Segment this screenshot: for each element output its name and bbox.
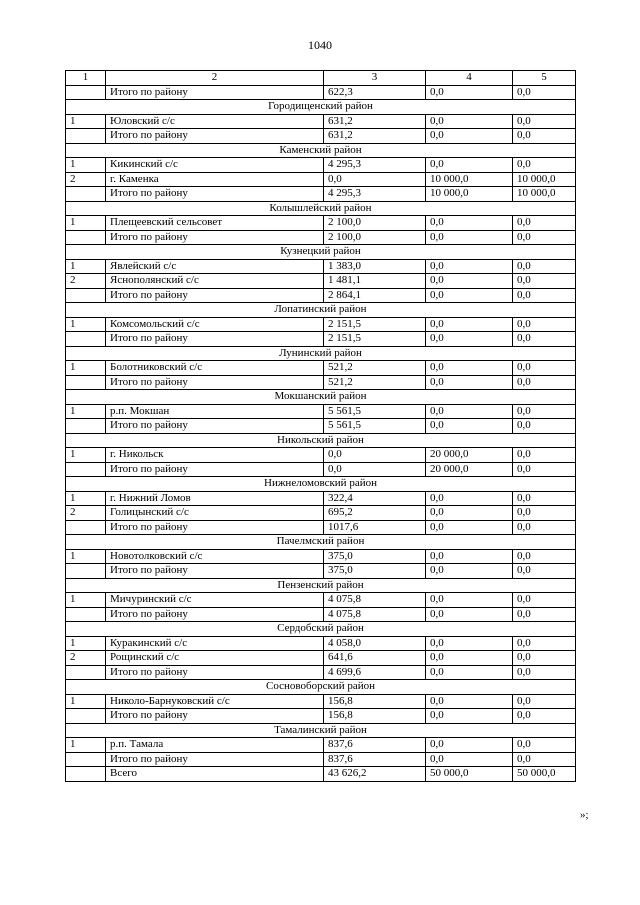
column-5-value: 0,0: [513, 230, 576, 245]
settlement-name: Рощинский с/с: [106, 651, 324, 666]
column-5-value: 0,0: [513, 85, 576, 100]
settlement-name: Болотниковский с/с: [106, 361, 324, 376]
district-header-row: [66, 303, 576, 318]
row-number: [66, 332, 106, 347]
column-3-value: 2 100,0: [324, 230, 426, 245]
district-title: Пачелмский район: [66, 535, 576, 550]
settlement-name: Итого по району: [106, 520, 324, 535]
settlement-name: Итого по району: [106, 607, 324, 622]
column-5-value: 0,0: [513, 636, 576, 651]
column-3-value: 4 295,3: [324, 158, 426, 173]
row-number: 1: [66, 317, 106, 332]
settlement-name: Итого по району: [106, 375, 324, 390]
row-number: 1: [66, 694, 106, 709]
column-5-value: 0,0: [513, 375, 576, 390]
row-number: 2: [66, 172, 106, 187]
column-5-value: 0,0: [513, 564, 576, 579]
table-row: [66, 129, 576, 144]
row-number: 2: [66, 651, 106, 666]
row-number: 1: [66, 404, 106, 419]
settlement-name: г. Каменка: [106, 172, 324, 187]
column-5-value: 0,0: [513, 274, 576, 289]
table-row: [66, 114, 576, 129]
column-3-value: 2 151,5: [324, 317, 426, 332]
column-4-value: 0,0: [426, 85, 513, 100]
row-number: [66, 462, 106, 477]
column-4-value: 20 000,0: [426, 448, 513, 463]
row-number: [66, 288, 106, 303]
column-3-value: 631,2: [324, 129, 426, 144]
column-3-value: 2 100,0: [324, 216, 426, 231]
column-5-value: 0,0: [513, 404, 576, 419]
column-4-value: 0,0: [426, 375, 513, 390]
column-5-value: 0,0: [513, 549, 576, 564]
column-5-value: 0,0: [513, 129, 576, 144]
column-3-value: 375,0: [324, 549, 426, 564]
table-row: [66, 767, 576, 782]
column-4-value: 0,0: [426, 129, 513, 144]
district-title: Лунинский район: [66, 346, 576, 361]
column-4-value: 0,0: [426, 665, 513, 680]
column-4-value: 50 000,0: [426, 767, 513, 782]
table-row: [66, 448, 576, 463]
column-5-value: 0,0: [513, 694, 576, 709]
column-5-value: 0,0: [513, 288, 576, 303]
row-number: 1: [66, 216, 106, 231]
table-row: [66, 651, 576, 666]
column-5-value: 0,0: [513, 158, 576, 173]
column-4-value: 20 000,0: [426, 462, 513, 477]
table-row: [66, 462, 576, 477]
row-number: [66, 665, 106, 680]
district-header-row: [66, 578, 576, 593]
column-3-value: 2 864,1: [324, 288, 426, 303]
district-title: Лопатинский район: [66, 303, 576, 318]
district-title: Колышлейский район: [66, 201, 576, 216]
row-number: 1: [66, 158, 106, 173]
column-3-value: 5 561,5: [324, 404, 426, 419]
settlement-name: Итого по району: [106, 665, 324, 680]
district-header-row: [66, 535, 576, 550]
column-5-value: 10 000,0: [513, 172, 576, 187]
table-row: [66, 259, 576, 274]
column-5-value: 0,0: [513, 607, 576, 622]
column-4-value: 0,0: [426, 506, 513, 521]
column-4-value: 0,0: [426, 332, 513, 347]
district-header-row: [66, 723, 576, 738]
settlement-name: Итого по району: [106, 564, 324, 579]
table-row: [66, 288, 576, 303]
row-number: [66, 85, 106, 100]
column-3-value: 631,2: [324, 114, 426, 129]
settlement-name: Голицынский с/с: [106, 506, 324, 521]
row-number: [66, 375, 106, 390]
column-5-value: 0,0: [513, 419, 576, 434]
table-row: [66, 375, 576, 390]
district-title: Нижнеломовский район: [66, 477, 576, 492]
column-3-value: 0,0: [324, 462, 426, 477]
settlement-name: Итого по району: [106, 288, 324, 303]
table-row: [66, 607, 576, 622]
column-4-value: 0,0: [426, 288, 513, 303]
column-5-value: 0,0: [513, 506, 576, 521]
column-5-value: 0,0: [513, 709, 576, 724]
settlement-name: р.п. Мокшан: [106, 404, 324, 419]
row-number: 1: [66, 361, 106, 376]
column-5-value: 0,0: [513, 520, 576, 535]
table-row: [66, 172, 576, 187]
district-header-row: [66, 100, 576, 115]
column-3-value: 375,0: [324, 564, 426, 579]
district-title: Мокшанский район: [66, 390, 576, 405]
table-row: [66, 564, 576, 579]
settlement-name: Юловский с/с: [106, 114, 324, 129]
row-number: [66, 520, 106, 535]
column-3-value: 156,8: [324, 709, 426, 724]
column-header: 5: [513, 71, 576, 86]
row-number: 1: [66, 738, 106, 753]
settlement-name: Плещеевский сельсовет: [106, 216, 324, 231]
settlement-name: Итого по району: [106, 752, 324, 767]
row-number: [66, 129, 106, 144]
settlement-name: Итого по району: [106, 129, 324, 144]
column-4-value: 0,0: [426, 317, 513, 332]
column-3-value: 837,6: [324, 752, 426, 767]
table-row: [66, 317, 576, 332]
column-5-value: 0,0: [513, 738, 576, 753]
row-number: 2: [66, 506, 106, 521]
column-5-value: 0,0: [513, 317, 576, 332]
column-5-value: 0,0: [513, 361, 576, 376]
column-4-value: 10 000,0: [426, 187, 513, 202]
settlement-name: Николо-Барнуковский с/с: [106, 694, 324, 709]
row-number: 1: [66, 636, 106, 651]
table-row: [66, 361, 576, 376]
column-4-value: 0,0: [426, 636, 513, 651]
column-5-value: 0,0: [513, 752, 576, 767]
column-5-value: 0,0: [513, 491, 576, 506]
column-4-value: 0,0: [426, 404, 513, 419]
column-5-value: 0,0: [513, 665, 576, 680]
column-5-value: 0,0: [513, 462, 576, 477]
table-row: [66, 593, 576, 608]
district-title: Каменский район: [66, 143, 576, 158]
district-title: Сосновоборский район: [66, 680, 576, 695]
table-row: [66, 85, 576, 100]
table-row: [66, 216, 576, 231]
column-4-value: 0,0: [426, 709, 513, 724]
column-header: 2: [106, 71, 324, 86]
row-number: [66, 607, 106, 622]
closing-quote-mark: »;: [580, 809, 589, 821]
district-title: Пензенский район: [66, 578, 576, 593]
settlement-name: Итого по району: [106, 230, 324, 245]
column-3-value: 4 075,8: [324, 593, 426, 608]
settlement-name: Новотолковский с/с: [106, 549, 324, 564]
settlement-name: Итого по району: [106, 332, 324, 347]
column-3-value: 4 058,0: [324, 636, 426, 651]
settlement-name: Комсомольский с/с: [106, 317, 324, 332]
settlement-name: г. Никольск: [106, 448, 324, 463]
district-title: Городищенский район: [66, 100, 576, 115]
district-header-row: [66, 477, 576, 492]
district-header-row: [66, 433, 576, 448]
column-5-value: 0,0: [513, 332, 576, 347]
column-header: 4: [426, 71, 513, 86]
table-row: [66, 404, 576, 419]
row-number: [66, 419, 106, 434]
settlement-name: Итого по району: [106, 709, 324, 724]
settlement-name: Итого по району: [106, 419, 324, 434]
column-3-value: 322,4: [324, 491, 426, 506]
column-3-value: 1 481,1: [324, 274, 426, 289]
settlement-name: Мичуринский с/с: [106, 593, 324, 608]
column-3-value: 641,6: [324, 651, 426, 666]
row-number: [66, 187, 106, 202]
column-3-value: 1017,6: [324, 520, 426, 535]
table-row: [66, 491, 576, 506]
column-3-value: 2 151,5: [324, 332, 426, 347]
column-5-value: 0,0: [513, 651, 576, 666]
table-row: [66, 419, 576, 434]
settlement-name: Кикинский с/с: [106, 158, 324, 173]
column-4-value: 0,0: [426, 230, 513, 245]
district-header-row: [66, 245, 576, 260]
district-title: Сердобский район: [66, 622, 576, 637]
column-3-value: 521,2: [324, 361, 426, 376]
row-number: [66, 709, 106, 724]
settlement-name: Явлейский с/с: [106, 259, 324, 274]
row-number: [66, 564, 106, 579]
column-header: 3: [324, 71, 426, 86]
settlement-name: Итого по району: [106, 85, 324, 100]
column-4-value: 0,0: [426, 274, 513, 289]
column-3-value: 0,0: [324, 448, 426, 463]
district-header-row: [66, 143, 576, 158]
settlement-name: Итого по району: [106, 462, 324, 477]
column-4-value: 0,0: [426, 216, 513, 231]
row-number: 1: [66, 114, 106, 129]
column-3-value: 1 383,0: [324, 259, 426, 274]
district-header-row: [66, 390, 576, 405]
column-4-value: 0,0: [426, 738, 513, 753]
table-row: [66, 187, 576, 202]
row-number: 2: [66, 274, 106, 289]
table-row: [66, 549, 576, 564]
column-4-value: 10 000,0: [426, 172, 513, 187]
column-4-value: 0,0: [426, 694, 513, 709]
row-number: [66, 767, 106, 782]
table-row: [66, 738, 576, 753]
column-5-value: 0,0: [513, 593, 576, 608]
settlement-name: Всего: [106, 767, 324, 782]
row-number: 1: [66, 491, 106, 506]
column-5-value: 50 000,0: [513, 767, 576, 782]
column-3-value: 4 295,3: [324, 187, 426, 202]
district-header-row: [66, 201, 576, 216]
column-4-value: 0,0: [426, 361, 513, 376]
table-row: [66, 752, 576, 767]
column-3-value: 521,2: [324, 375, 426, 390]
row-number: [66, 230, 106, 245]
column-3-value: 837,6: [324, 738, 426, 753]
settlement-name: Яснополянский с/с: [106, 274, 324, 289]
column-5-value: 10 000,0: [513, 187, 576, 202]
district-header-row: [66, 622, 576, 637]
table-row: [66, 230, 576, 245]
table-body: [66, 85, 576, 781]
settlement-name: Куракинский с/с: [106, 636, 324, 651]
row-number: 1: [66, 259, 106, 274]
column-3-value: 4 075,8: [324, 607, 426, 622]
column-3-value: 622,3: [324, 85, 426, 100]
column-3-value: 4 699,6: [324, 665, 426, 680]
column-5-value: 0,0: [513, 448, 576, 463]
column-4-value: 0,0: [426, 419, 513, 434]
column-4-value: 0,0: [426, 158, 513, 173]
column-4-value: 0,0: [426, 593, 513, 608]
column-4-value: 0,0: [426, 549, 513, 564]
district-title: Кузнецкий район: [66, 245, 576, 260]
table-row: [66, 332, 576, 347]
district-title: Тамалинский район: [66, 723, 576, 738]
table-row: [66, 158, 576, 173]
settlement-name: г. Нижний Ломов: [106, 491, 324, 506]
table-row: [66, 520, 576, 535]
column-4-value: 0,0: [426, 607, 513, 622]
column-4-value: 0,0: [426, 259, 513, 274]
column-number-row: [66, 71, 576, 86]
column-3-value: 43 626,2: [324, 767, 426, 782]
column-3-value: 5 561,5: [324, 419, 426, 434]
table-row: [66, 274, 576, 289]
row-number: 1: [66, 549, 106, 564]
column-3-value: 156,8: [324, 694, 426, 709]
page-number: 1040: [308, 38, 332, 52]
column-4-value: 0,0: [426, 564, 513, 579]
column-4-value: 0,0: [426, 491, 513, 506]
column-5-value: 0,0: [513, 114, 576, 129]
district-title: Никольский район: [66, 433, 576, 448]
column-4-value: 0,0: [426, 752, 513, 767]
column-header: 1: [66, 71, 106, 86]
column-4-value: 0,0: [426, 114, 513, 129]
table-row: [66, 694, 576, 709]
column-4-value: 0,0: [426, 520, 513, 535]
column-3-value: 695,2: [324, 506, 426, 521]
column-3-value: 0,0: [324, 172, 426, 187]
settlement-name: Итого по району: [106, 187, 324, 202]
district-header-row: [66, 346, 576, 361]
column-4-value: 0,0: [426, 651, 513, 666]
table-row: [66, 636, 576, 651]
row-number: 1: [66, 448, 106, 463]
table-row: [66, 665, 576, 680]
column-5-value: 0,0: [513, 259, 576, 274]
district-header-row: [66, 680, 576, 695]
funding-table: [65, 70, 576, 782]
row-number: [66, 752, 106, 767]
row-number: 1: [66, 593, 106, 608]
settlement-name: р.п. Тамала: [106, 738, 324, 753]
table-row: [66, 709, 576, 724]
column-5-value: 0,0: [513, 216, 576, 231]
table-row: [66, 506, 576, 521]
